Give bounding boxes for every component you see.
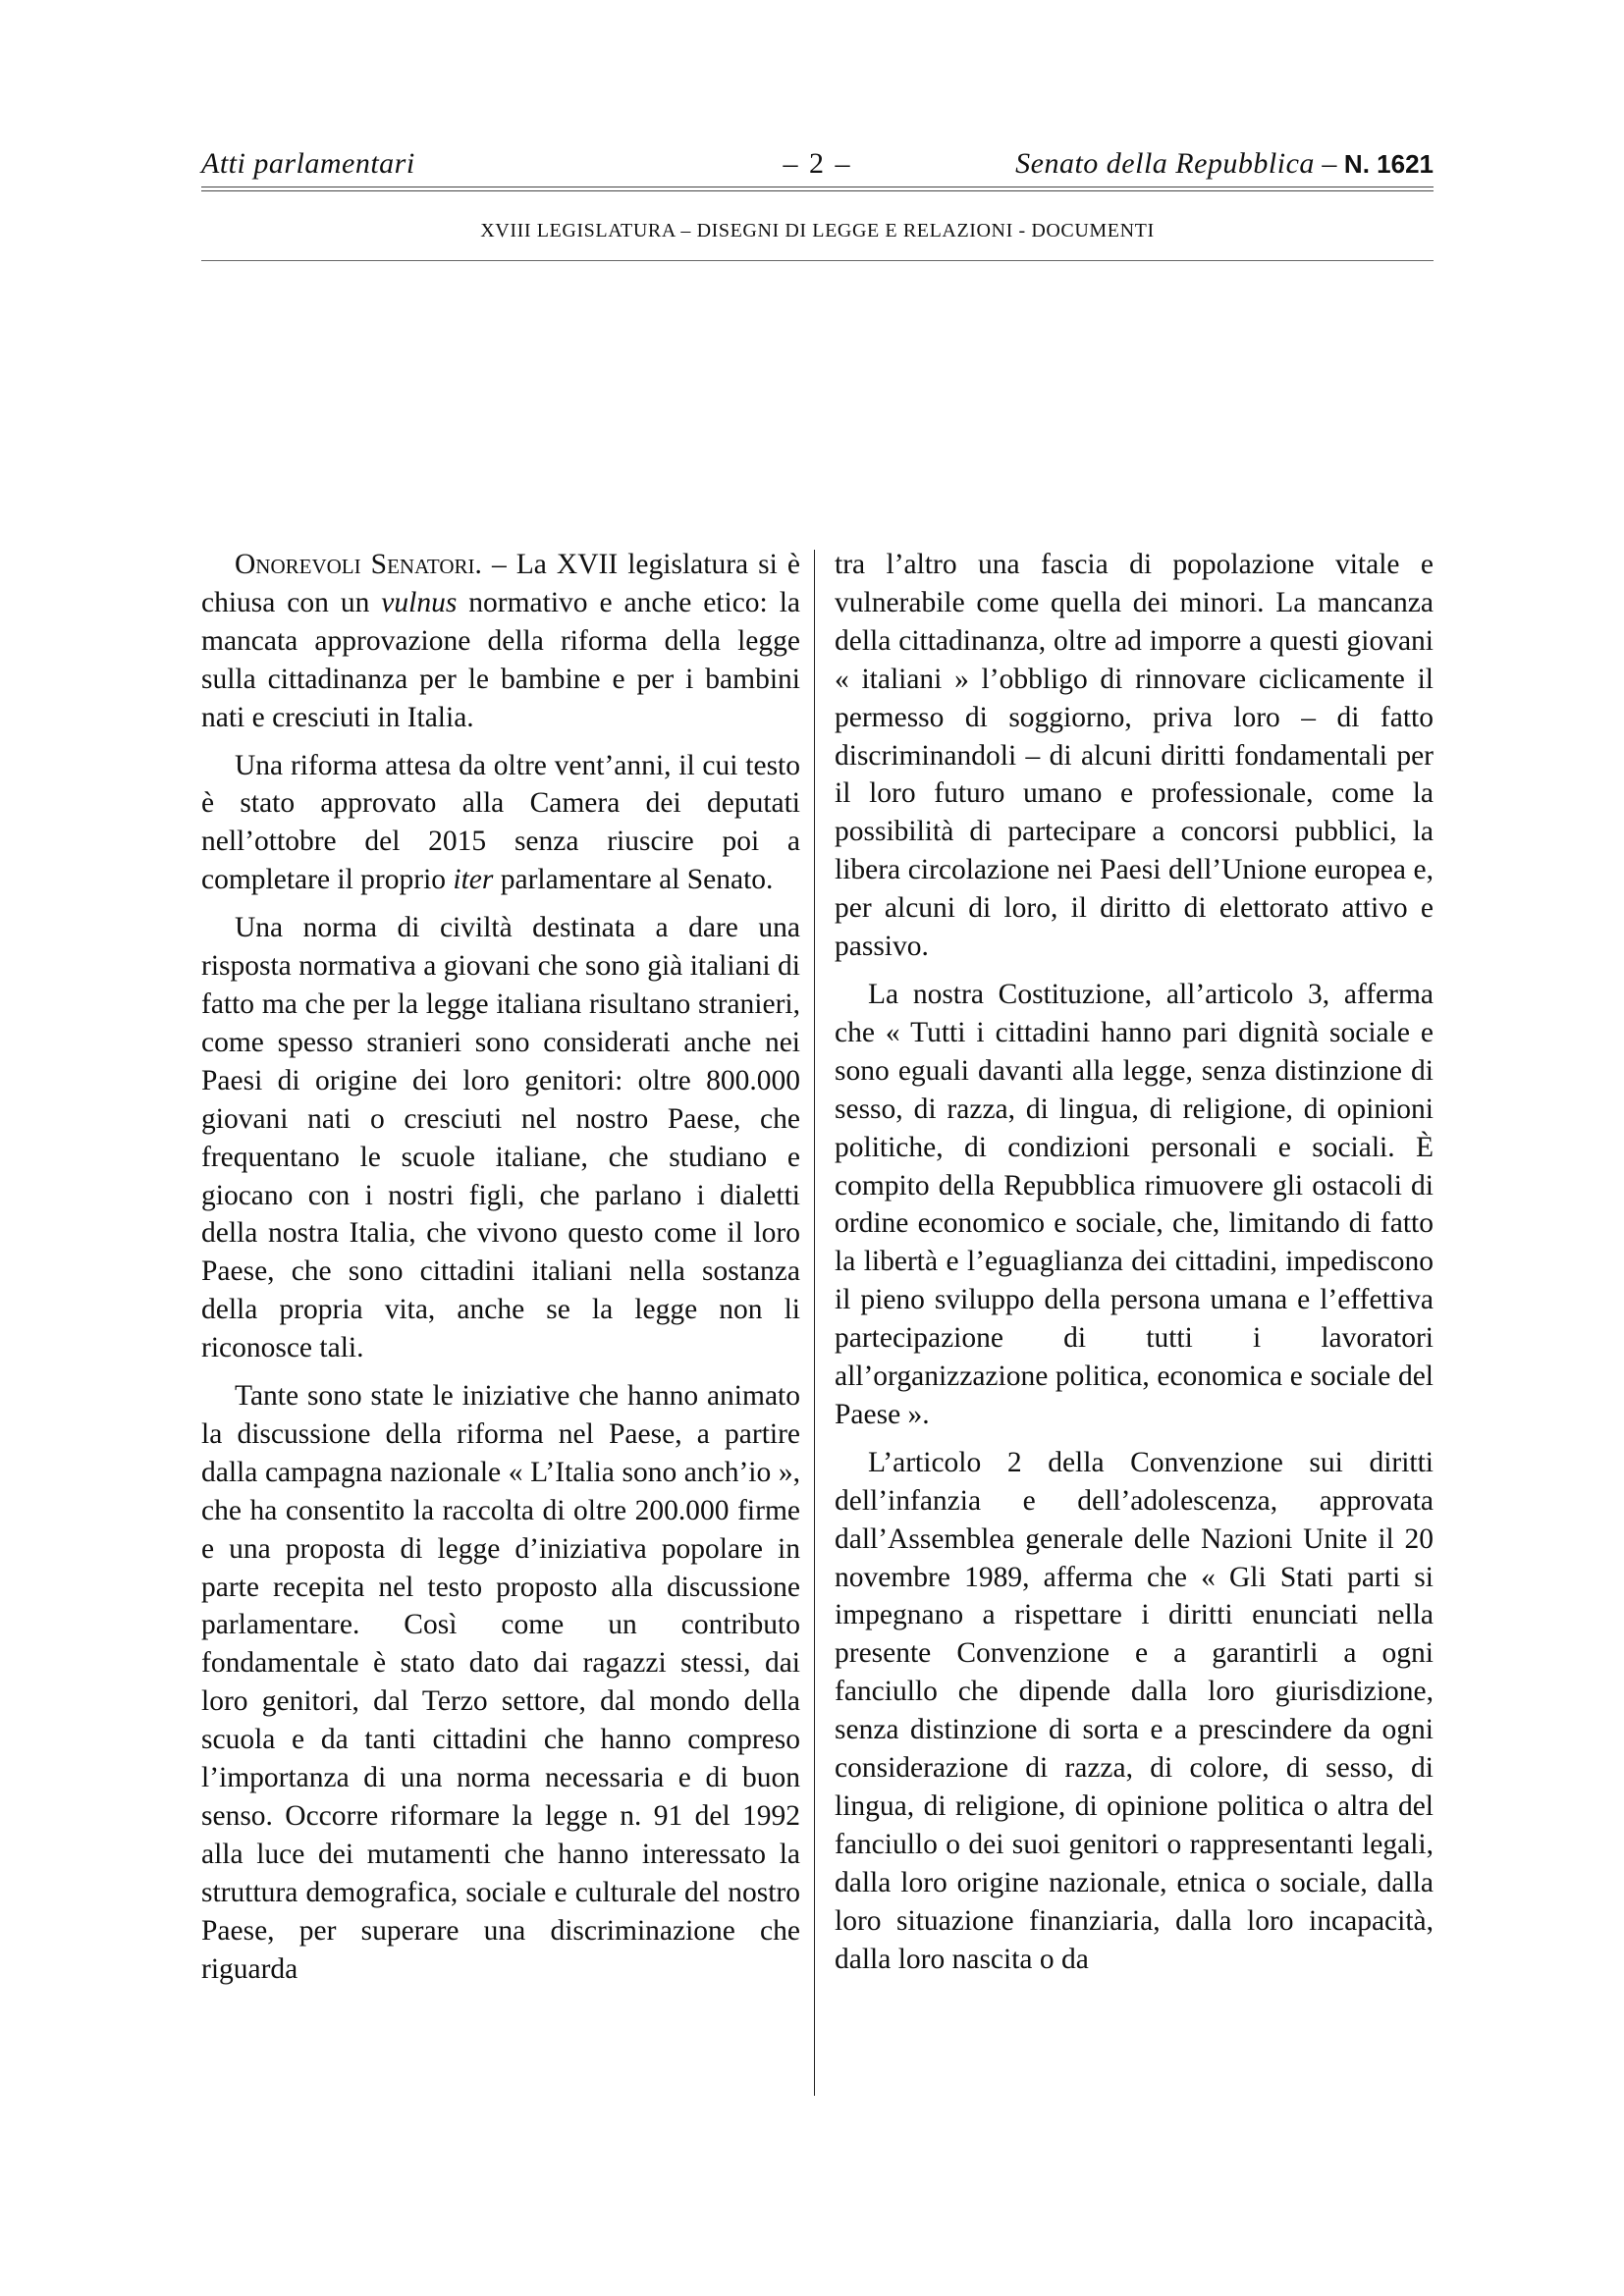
header-chamber: Senato della Repubblica [1015, 147, 1315, 180]
page-number: – 2 – [783, 147, 852, 180]
subheader-rule [201, 260, 1434, 261]
paragraph-1-emphasis: vulnus [381, 586, 458, 618]
legislature-subheader: XVIII LEGISLATURA – DISEGNI DI LEGGE E RELAZIONI - DOCUMENTI [480, 220, 1155, 241]
paragraph-3: Una norma di civiltà destinata a dare una risposta normativa a giovani che sono già italiani di fatto ma che per la legge italiana risultano stranieri, come spesso stranieri sono considerati anche nei Paesi di origine dei loro genitori: oltre 800.000 giovani nati o cresciuti nel nostro Paese, che frequentano le scuole italiane, che studiano e giocano con i nostri figli, che parlano i dialetti della nostra Italia, che vivono questo come il loro Paese, che sono cittadini italiani nella sostanza della propria vita, anche se la legge non li riconosce tali. [201, 912, 800, 1364]
paragraph-2-text-a: Una riforma attesa da oltre vent’anni, il cui testo è stato approvato alla Camera dei deputati nell’ottobre del 2015 senza riuscire poi a completare il proprio [201, 749, 800, 896]
paragraph-2 [201, 747, 800, 900]
paragraph-6: L’articolo 2 della Convenzione sui diritti dell’infanzia e dell’adolescenza, approvata dall’Assemblea generale delle Nazioni Unite il 20 novembre 1989, afferma che « Gli Stati parti si impegnano a rispettare i diritti enunciati nella presente Convenzione e a garantirli a ogni fanciullo che dipende dalla loro giurisdizione, senza distinzione di sorta e a prescindere da ogni considerazione di razza, di colore, di sesso, di lingua, di religione, di opinione politica o altra del fanciullo o dei suoi genitori o rappresentanti legali, dalla loro origine nazionale, etnica o sociale, dalla loro situazione finanziaria, dalla loro incapacità, dalla loro nascita o da [835, 1446, 1434, 1975]
salutation: Onorevoli Senatori. [235, 549, 482, 580]
header-document-id [1015, 147, 1434, 181]
paragraph-4: Tante sono state le iniziative che hanno animato la discussione della riforma nel Paese, a partire dalla campagna nazionale « L’Italia sono anch’io », che ha consentito la raccolta di oltre 200.000 firme e una proposta di legge d’iniziativa popolare in parte recepita nel testo proposto alla discussione parlamentare. Così come un contributo fondamentale è stato dato dai ragazzi stessi, dai loro genitori, dal Terzo settore, dal mondo della scuola e da tanti cittadini che hanno compreso l’importanza di una norma necessaria e di buon senso. Occorre riformare la legge n. 91 del 1992 alla luce dei mutamenti che hanno interessato la struttura demografica, sociale e culturale del nostro Paese, per superare una discriminazione che riguarda [201, 1380, 800, 1985]
text-column-left [201, 546, 800, 1999]
header-separator: – [1314, 147, 1344, 180]
paragraph-1-text-b: normativo e anche etico: la mancata approvazione della riforma della legge sulla cittadinanza per le bambine e per i bambini nati e cresciuti in Italia. [201, 586, 800, 733]
text-column-right [835, 546, 1434, 1989]
header-source: Atti parlamentari [201, 147, 415, 180]
column-divider [814, 550, 815, 2096]
paragraph-1 [201, 546, 800, 737]
paragraph-2-emphasis: iter [453, 864, 494, 896]
paragraph-5: La nostra Costituzione, all’articolo 3, afferma che « Tutti i cittadini hanno pari dignità sociale e sono eguali davanti alla legge, senza distinzione di sesso, di razza, di lingua, di religione, di opinioni politiche, di condizioni personali e sociali. È compito della Repubblica rimuovere gli ostacoli di ordine economico e sociale, che, limitando di fatto la libertà e l’eguaglianza dei cittadini, impediscono il pieno sviluppo della persona umana e l’effettiva partecipazione di tutti i lavoratori all’organizzazione politica, economica e sociale del Paese ». [835, 978, 1434, 1430]
bill-number: N. 1621 [1343, 149, 1434, 179]
paragraph-4-continued: tra l’altro una fascia di popolazione vitale e vulnerabile come quella dei minori. La mancanza della cittadinanza, oltre ad imporre a questi giovani « italiani » l’obbligo di rinnovare ciclicamente il permesso di soggiorno, priva loro – di fatto discriminandoli – di alcuni diritti fondamentali per il loro futuro umano e professionale, come la possibilità di partecipare a concorsi pubblici, la libera circolazione nei Paesi dell’Unione europea e, per alcuni di loro, il diritto di elettorato attivo e passivo. [835, 549, 1434, 963]
paragraph-2-text-b: parlamentare al Senato. [493, 864, 774, 896]
paragraph-1-text-a: – La XVII legislatura si è chiusa con un [201, 549, 800, 618]
running-header [201, 147, 1434, 183]
header-double-rule [201, 187, 1434, 191]
